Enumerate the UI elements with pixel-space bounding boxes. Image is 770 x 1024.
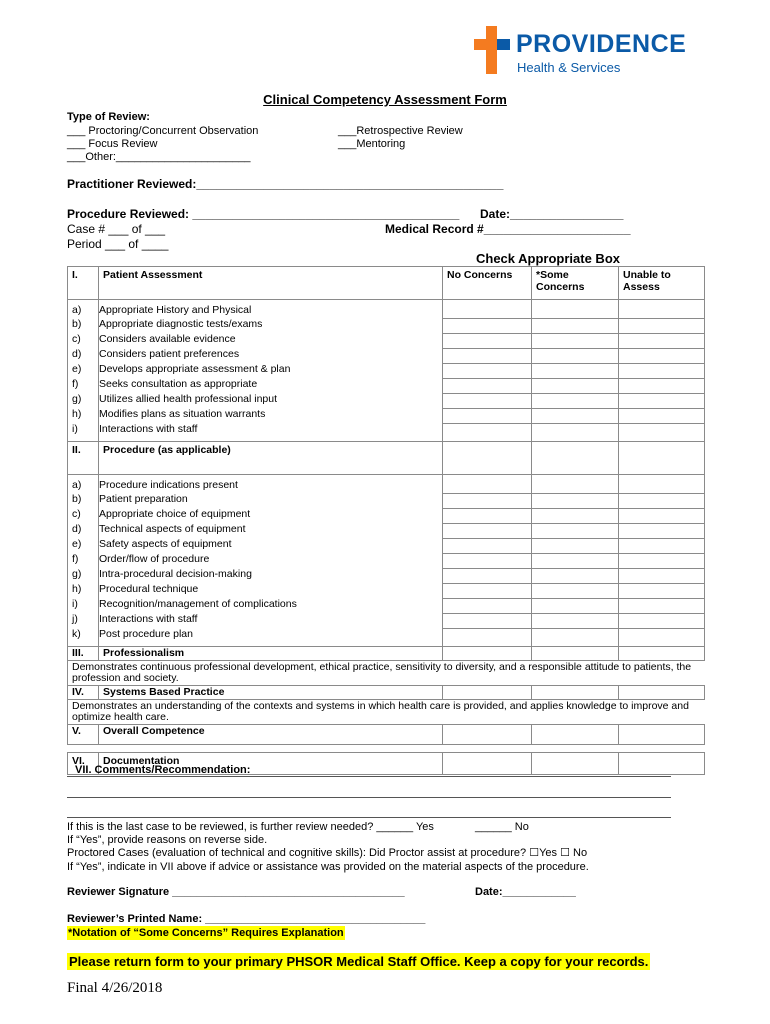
table-row xyxy=(68,393,705,408)
item-letter: j) xyxy=(68,613,99,628)
item-label: Interactions with staff xyxy=(99,423,443,442)
item-label: Modifies plans as situation warrants xyxy=(99,408,443,423)
if-yes-reverse: If “Yes”, provide reasons on reverse side. xyxy=(67,834,268,846)
section-3-box-unable-assess[interactable] xyxy=(619,647,705,661)
signature-date-field[interactable]: Date:____________ xyxy=(475,886,576,898)
table-row xyxy=(68,613,705,628)
item-label: Considers available evidence xyxy=(99,333,443,348)
comments-label: VII. Comments/Recommendation: xyxy=(75,764,251,776)
table-row xyxy=(68,628,705,647)
further-review-question[interactable]: If this is the last case to be reviewed, is further review needed? ______ Yes xyxy=(67,821,434,833)
section-4-box-unable-assess[interactable] xyxy=(619,686,705,700)
section-5-title: Overall Competence xyxy=(99,725,443,745)
box-some-concerns[interactable] xyxy=(532,393,619,408)
box-no-concerns[interactable] xyxy=(443,363,532,378)
box-unable-assess[interactable] xyxy=(619,475,705,494)
item-letter: c) xyxy=(68,508,99,523)
box-unable-assess[interactable] xyxy=(619,378,705,393)
item-label: Procedure indications present xyxy=(99,475,443,494)
item-label: Procedural technique xyxy=(99,583,443,598)
item-letter: h) xyxy=(68,408,99,423)
box-no-concerns[interactable] xyxy=(443,393,532,408)
section-2-items xyxy=(68,475,705,647)
section-4-box-no-concerns[interactable] xyxy=(443,686,532,700)
table-row xyxy=(68,493,705,508)
medical-record-field[interactable]: Medical Record #______________________ xyxy=(385,222,631,236)
section-2-num: II. xyxy=(68,442,99,475)
box-some-concerns[interactable] xyxy=(532,553,619,568)
section-3-description: Demonstrates continuous professional development, ethical practice, sensitivity to diversity, and a responsible attitude to patients, the profession and society. xyxy=(68,661,705,686)
item-letter: g) xyxy=(68,393,99,408)
box-unable-assess[interactable] xyxy=(619,333,705,348)
review-mentoring[interactable]: ___Mentoring xyxy=(338,138,406,150)
section-1-num: I. xyxy=(68,267,99,300)
item-letter: i) xyxy=(68,423,99,442)
box-unable-assess[interactable] xyxy=(619,523,705,538)
reviewer-signature-field[interactable]: Reviewer Signature ______________________________________ xyxy=(67,886,405,898)
box-no-concerns[interactable] xyxy=(443,523,532,538)
comments-line-2[interactable] xyxy=(67,797,671,798)
section-5-num: V. xyxy=(68,725,99,745)
item-letter: e) xyxy=(68,538,99,553)
section-3-box-some-concerns[interactable] xyxy=(532,647,619,661)
item-label: Order/flow of procedure xyxy=(99,553,443,568)
item-letter: i) xyxy=(68,598,99,613)
comments-line-3[interactable] xyxy=(67,817,671,818)
comments-line-1[interactable] xyxy=(67,776,671,777)
item-letter: g) xyxy=(68,568,99,583)
logo-subtitle: Health & Services xyxy=(517,60,621,75)
box-unable-assess[interactable] xyxy=(619,583,705,598)
item-letter: h) xyxy=(68,583,99,598)
section-2-title: Procedure (as applicable) xyxy=(99,442,443,475)
col-no-concerns: No Concerns xyxy=(443,267,532,300)
box-no-concerns[interactable] xyxy=(443,508,532,523)
procedure-field[interactable]: Procedure Reviewed: ________________________________________ xyxy=(67,207,460,221)
box-some-concerns[interactable] xyxy=(532,538,619,553)
box-no-concerns[interactable] xyxy=(443,568,532,583)
box-some-concerns[interactable] xyxy=(532,378,619,393)
box-unable-assess[interactable] xyxy=(619,408,705,423)
box-no-concerns[interactable] xyxy=(443,475,532,494)
item-label: Considers patient preferences xyxy=(99,348,443,363)
review-other[interactable]: ___Other:______________________ xyxy=(67,151,251,163)
table-row xyxy=(68,318,705,333)
box-unable-assess[interactable] xyxy=(619,628,705,647)
item-label: Intra-procedural decision-making xyxy=(99,568,443,583)
section-5-header xyxy=(68,725,705,745)
item-label: Appropriate History and Physical xyxy=(99,300,443,319)
section-2-box-some-concerns[interactable] xyxy=(532,442,619,475)
if-yes-vii: If “Yes”, indicate in VII above if advice or assistance was provided on the material aspects of the procedure. xyxy=(67,861,589,873)
box-unable-assess[interactable] xyxy=(619,423,705,442)
table-row xyxy=(68,363,705,378)
item-label: Interactions with staff xyxy=(99,613,443,628)
logo-name: PROVIDENCE xyxy=(516,30,687,58)
box-some-concerns[interactable] xyxy=(532,613,619,628)
box-no-concerns[interactable] xyxy=(443,538,532,553)
item-letter: k) xyxy=(68,628,99,647)
assessment-table xyxy=(67,266,705,775)
item-label: Utilizes allied health professional input xyxy=(99,393,443,408)
item-letter: f) xyxy=(68,553,99,568)
item-letter: d) xyxy=(68,348,99,363)
box-unable-assess[interactable] xyxy=(619,493,705,508)
item-letter: b) xyxy=(68,318,99,333)
section-2-box-unable-assess[interactable] xyxy=(619,442,705,475)
table-row xyxy=(68,523,705,538)
box-no-concerns[interactable] xyxy=(443,333,532,348)
table-row xyxy=(68,508,705,523)
item-label: Develops appropriate assessment & plan xyxy=(99,363,443,378)
table-row xyxy=(68,475,705,494)
box-some-concerns[interactable] xyxy=(532,523,619,538)
section-1-title: Patient Assessment xyxy=(99,267,443,300)
box-unable-assess[interactable] xyxy=(619,568,705,583)
review-focus[interactable]: ___ Focus Review xyxy=(67,138,158,150)
section-3-num: III. xyxy=(68,647,99,661)
providence-logo xyxy=(472,22,712,78)
box-unable-assess[interactable] xyxy=(619,613,705,628)
box-unable-assess[interactable] xyxy=(619,598,705,613)
box-unable-assess[interactable] xyxy=(619,300,705,319)
section-5-box-unable-assess[interactable] xyxy=(619,725,705,745)
box-some-concerns[interactable] xyxy=(532,333,619,348)
box-some-concerns[interactable] xyxy=(532,508,619,523)
box-some-concerns[interactable] xyxy=(532,568,619,583)
box-some-concerns[interactable] xyxy=(532,318,619,333)
section-4-box-some-concerns[interactable] xyxy=(532,686,619,700)
item-label: Seeks consultation as appropriate xyxy=(99,378,443,393)
item-label: Safety aspects of equipment xyxy=(99,538,443,553)
section-4-description-row xyxy=(68,700,705,725)
item-letter: a) xyxy=(68,475,99,494)
box-no-concerns[interactable] xyxy=(443,613,532,628)
section-1-items xyxy=(68,300,705,442)
section-2-header xyxy=(68,442,705,475)
box-no-concerns[interactable] xyxy=(443,318,532,333)
item-label: Post procedure plan xyxy=(99,628,443,647)
box-no-concerns[interactable] xyxy=(443,493,532,508)
review-proctoring[interactable]: ___ Proctoring/Concurrent Observation xyxy=(67,125,259,137)
box-unable-assess[interactable] xyxy=(619,553,705,568)
table-row xyxy=(68,583,705,598)
table-row xyxy=(68,568,705,583)
box-no-concerns[interactable] xyxy=(443,408,532,423)
section-6-box-no-concerns[interactable] xyxy=(443,753,532,775)
section-5-box-no-concerns[interactable] xyxy=(443,725,532,745)
notation-note: *Notation of “Some Concerns” Requires Explanation xyxy=(68,927,344,939)
section-5-box-some-concerns[interactable] xyxy=(532,725,619,745)
section-3-header xyxy=(68,647,705,661)
box-some-concerns[interactable] xyxy=(532,598,619,613)
table-row xyxy=(68,408,705,423)
section-3-description-row xyxy=(68,661,705,686)
section-6-num: VI. xyxy=(68,753,99,775)
item-letter: e) xyxy=(68,363,99,378)
box-some-concerns[interactable] xyxy=(532,475,619,494)
form-title: Clinical Competency Assessment Form xyxy=(263,92,507,107)
providence-cross-icon xyxy=(472,22,512,78)
table-row xyxy=(68,333,705,348)
case-field[interactable]: Case # ___ of ___ xyxy=(67,222,166,236)
section-6-box-some-concerns[interactable] xyxy=(532,753,619,775)
box-some-concerns[interactable] xyxy=(532,583,619,598)
item-letter: f) xyxy=(68,378,99,393)
item-letter: c) xyxy=(68,333,99,348)
box-no-concerns[interactable] xyxy=(443,378,532,393)
box-unable-assess[interactable] xyxy=(619,348,705,363)
practitioner-field[interactable]: Practitioner Reviewed:______________________________________________ xyxy=(67,177,504,191)
section-4-num: IV. xyxy=(68,686,99,700)
table-row xyxy=(68,538,705,553)
period-field[interactable]: Period ___ of ____ xyxy=(67,237,169,251)
box-unable-assess[interactable] xyxy=(619,318,705,333)
box-no-concerns[interactable] xyxy=(443,553,532,568)
section-6-title: Documentation xyxy=(99,753,443,775)
printed-name-field[interactable]: Reviewer’s Printed Name: ____________________________________ xyxy=(67,913,426,925)
box-some-concerns[interactable] xyxy=(532,423,619,442)
section-4-description: Demonstrates an understanding of the contexts and systems in which health care is provided, and applies knowledge to improve and optimize health care. xyxy=(68,700,705,725)
item-letter: b) xyxy=(68,493,99,508)
section-4-header xyxy=(68,686,705,700)
item-letter: a) xyxy=(68,300,99,319)
return-notice: Please return form to your primary PHSOR Medical Staff Office. Keep a copy for your records. xyxy=(69,954,649,969)
box-some-concerns[interactable] xyxy=(532,493,619,508)
box-no-concerns[interactable] xyxy=(443,300,532,319)
box-unable-assess[interactable] xyxy=(619,363,705,378)
col-some-concerns: *Some Concerns xyxy=(532,267,619,300)
box-some-concerns[interactable] xyxy=(532,408,619,423)
spacer-row xyxy=(68,745,705,753)
table-row xyxy=(68,378,705,393)
box-no-concerns[interactable] xyxy=(443,583,532,598)
section-4-title: Systems Based Practice xyxy=(99,686,443,700)
date-field[interactable]: Date:_________________ xyxy=(480,207,624,221)
item-label: Recognition/management of complications xyxy=(99,598,443,613)
box-no-concerns[interactable] xyxy=(443,598,532,613)
review-type-label: Type of Review: xyxy=(67,111,150,123)
table-row xyxy=(68,348,705,363)
item-letter: d) xyxy=(68,523,99,538)
review-retrospective[interactable]: ___Retrospective Review xyxy=(338,125,463,137)
box-no-concerns[interactable] xyxy=(443,348,532,363)
box-some-concerns[interactable] xyxy=(532,363,619,378)
check-box-header: Check Appropriate Box xyxy=(476,251,620,266)
box-some-concerns[interactable] xyxy=(532,628,619,647)
table-row xyxy=(68,553,705,568)
box-some-concerns[interactable] xyxy=(532,300,619,319)
box-unable-assess[interactable] xyxy=(619,538,705,553)
box-no-concerns[interactable] xyxy=(443,628,532,647)
item-label: Appropriate choice of equipment xyxy=(99,508,443,523)
section-2-box-no-concerns[interactable] xyxy=(443,442,532,475)
proctored-question[interactable]: Proctored Cases (evaluation of technical and cognitive skills): Did Proctor assist at procedure? ☐Yes ☐ No xyxy=(67,847,588,859)
box-some-concerns[interactable] xyxy=(532,348,619,363)
col-unable-assess: Unable to Assess xyxy=(619,267,705,300)
section-3-title: Professionalism xyxy=(99,647,443,661)
section-1-header xyxy=(68,267,705,300)
item-label: Patient preparation xyxy=(99,493,443,508)
further-review-no[interactable]: ______ No xyxy=(475,821,529,833)
table-row xyxy=(68,300,705,319)
item-label: Appropriate diagnostic tests/exams xyxy=(99,318,443,333)
table-row xyxy=(68,598,705,613)
final-date: Final 4/26/2018 xyxy=(67,980,163,996)
box-unable-assess[interactable] xyxy=(619,508,705,523)
item-label: Technical aspects of equipment xyxy=(99,523,443,538)
section-3-box-no-concerns[interactable] xyxy=(443,647,532,661)
section-6-box-unable-assess[interactable] xyxy=(619,753,705,775)
table-row xyxy=(68,423,705,442)
box-no-concerns[interactable] xyxy=(443,423,532,442)
box-unable-assess[interactable] xyxy=(619,393,705,408)
